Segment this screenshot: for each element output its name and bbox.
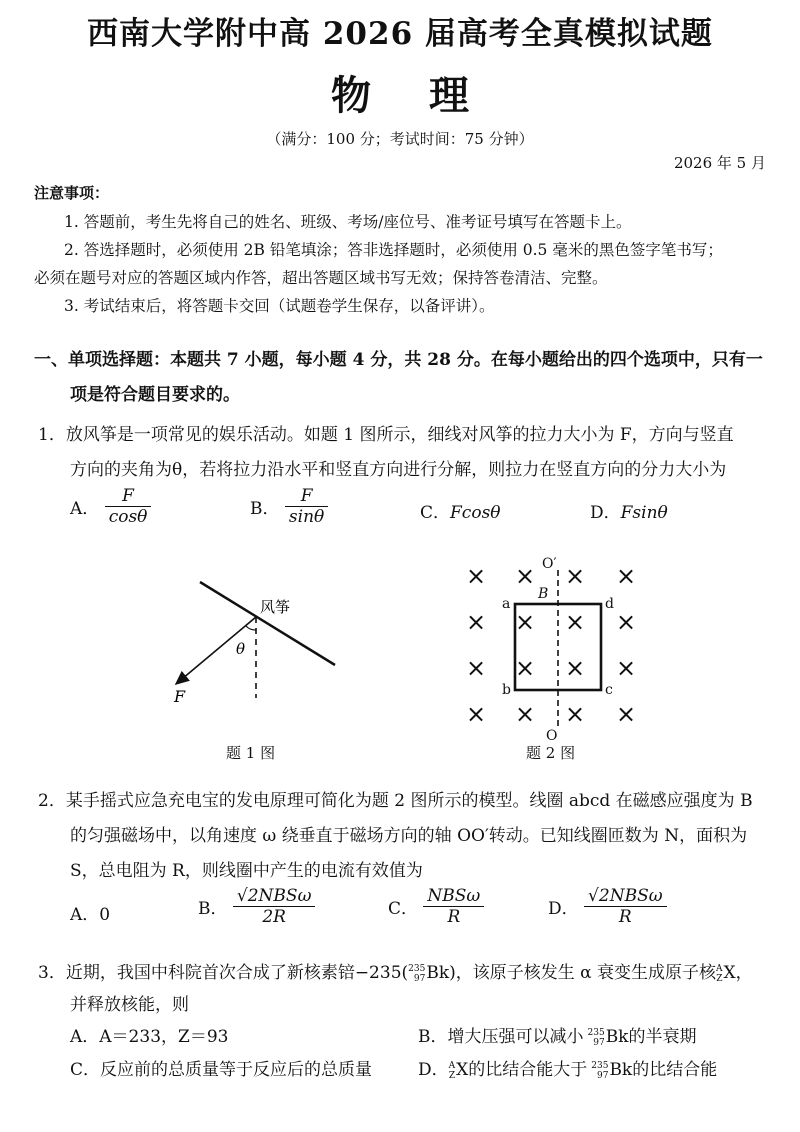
field-cross: × bbox=[465, 654, 487, 682]
q2-option-c: C． $\frac{\text{NBSω}}{R}$ bbox=[388, 886, 484, 927]
theta-label: θ bbox=[236, 640, 246, 658]
label-o-top: O′ bbox=[542, 556, 557, 572]
q1-option-b: B． $\frac{F}{\sin\theta}$ bbox=[250, 486, 328, 527]
field-cross: × bbox=[465, 562, 487, 590]
note-item: 1. 答题前，考生先将自己的姓名、班级、考场/座位号、准考证号填写在答题卡上。 bbox=[64, 213, 632, 231]
field-cross: × bbox=[465, 700, 487, 728]
exam-info: （满分：100 分；考试时间：75 分钟） bbox=[266, 130, 534, 148]
notes-title: 注意事项： bbox=[34, 184, 110, 202]
label-b: b bbox=[502, 682, 511, 698]
q3-stem: 3．近期，我国中科院首次合成了新核素锫−235(235 97Bk)，该原子核发生 α 衰变生成原子核A ZX， bbox=[38, 963, 753, 984]
field-cross: × bbox=[615, 562, 637, 590]
q3-stem-cont: 并释放核能，则 bbox=[70, 995, 189, 1015]
label-c: c bbox=[605, 682, 613, 698]
label-a: a bbox=[502, 596, 511, 612]
q2-option-b: B． $\frac{\text{√2NBSω}}{2R}$ bbox=[198, 886, 315, 927]
label-d: d bbox=[605, 596, 614, 612]
section-heading: 一、单项选择题：本题共 7 小题，每小题 4 分，共 28 分。在每小题给出的四个选项中，只有一 bbox=[34, 350, 763, 370]
field-cross: × bbox=[514, 654, 536, 682]
q3-option-d: D．A ZX的比结合能大于 235 97Bk的比结合能 bbox=[418, 1060, 718, 1081]
q2-stem: 2．某手摇式应急充电宝的发电原理可简化为题 2 图所示的模型。线圈 abcd 在磁感应强度为 B bbox=[38, 791, 753, 811]
field-cross: × bbox=[465, 608, 487, 636]
label-b-field: B bbox=[538, 586, 549, 602]
figure-1 bbox=[160, 570, 340, 710]
q1-option-a: A． $\frac{F}{\cos\theta}$ bbox=[70, 486, 151, 527]
field-cross: × bbox=[615, 654, 637, 682]
kite-label: 风筝 bbox=[260, 598, 291, 616]
q2-stem-cont: 的匀强磁场中，以角速度 ω 绕垂直于磁场方向的轴 OO′转动。已知线圈匝数为 N，面积为 bbox=[70, 826, 748, 846]
field-cross: × bbox=[564, 654, 586, 682]
label-o-bottom: O bbox=[546, 728, 558, 742]
exam-date: 2026 年 5 月 bbox=[673, 154, 766, 172]
q3-option-a: A．A＝233，Z＝93 bbox=[70, 1027, 229, 1047]
q3-option-b: B．增大压强可以减小 235 97Bk的半衰期 bbox=[418, 1027, 697, 1048]
angle-arc bbox=[246, 626, 256, 630]
field-cross: × bbox=[514, 562, 536, 590]
field-cross: × bbox=[615, 608, 637, 636]
field-cross: × bbox=[564, 608, 586, 636]
figure-2-caption: 题 2 图 bbox=[526, 744, 576, 762]
q2-option-a: A．0 bbox=[70, 905, 111, 925]
field-cross: × bbox=[514, 700, 536, 728]
section-heading-cont: 项是符合题目要求的。 bbox=[70, 385, 240, 405]
q3-option-c: C．反应前的总质量等于反应后的总质量 bbox=[70, 1060, 373, 1080]
figure-2 bbox=[460, 552, 650, 742]
q2-stem-cont: S，总电阻为 R，则线圈中产生的电流有效值为 bbox=[70, 861, 423, 881]
field-cross: × bbox=[615, 700, 637, 728]
force-label: F bbox=[174, 687, 186, 706]
note-item: 3. 考试结束后，将答题卡交回（试题卷学生保存，以备评讲）。 bbox=[64, 297, 495, 315]
field-cross: × bbox=[564, 700, 586, 728]
kite-line bbox=[200, 582, 335, 665]
q1-option-c: C．Fcosθ bbox=[420, 503, 501, 523]
q1-stem-cont: 方向的夹角为θ，若将拉力沿水平和竖直方向进行分解，则拉力在竖直方向的分力大小为 bbox=[70, 460, 727, 480]
q1-stem: 1．放风筝是一项常见的娱乐活动。如题 1 图所示，细线对风筝的拉力大小为 F，方向与竖直 bbox=[38, 425, 734, 445]
subject-title: 物理 bbox=[331, 72, 527, 119]
note-item: 2. 答选择题时，必须使用 2B 铅笔填涂；答非选择题时，必须使用 0.5 毫米的黑色签字笔书写； bbox=[64, 241, 723, 259]
field-cross: × bbox=[514, 608, 536, 636]
q1-option-d: D．Fsinθ bbox=[590, 503, 668, 523]
note-item: 必须在题号对应的答题区域内作答，超出答题区域书写无效；保持答卷清洁、完整。 bbox=[34, 269, 608, 287]
figure-1-caption: 题 1 图 bbox=[226, 744, 276, 762]
field-cross: × bbox=[564, 562, 586, 590]
exam-title: 西南大学附中高 2026 届高考全真模拟试题 bbox=[87, 16, 713, 52]
q2-option-d: D． $\frac{\text{√2NBSω}}{R}$ bbox=[548, 886, 667, 927]
